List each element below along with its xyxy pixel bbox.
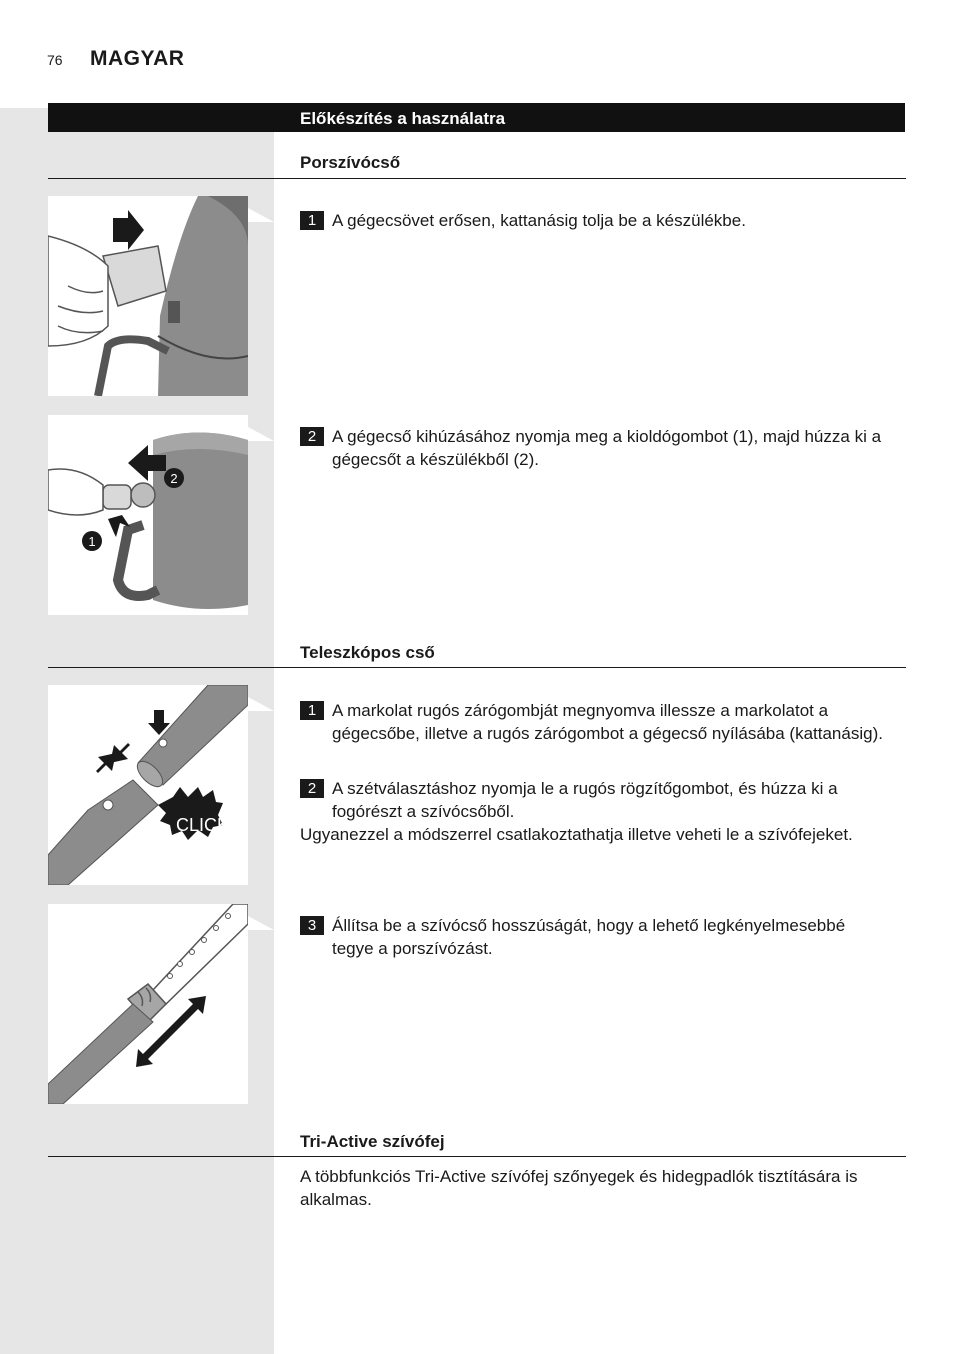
step-porszivocso-2 — [300, 425, 890, 471]
divider — [48, 178, 906, 179]
step-text: A gégecsövet erősen, kattanásig tolja be a készülékbe. — [332, 211, 746, 230]
step-text: Állítsa be a szívócső hosszúságát, hogy a lehető legkényelmesebbé tegye a porszívózást. — [332, 916, 846, 958]
step-number: 1 — [300, 211, 324, 230]
step-number: 1 — [300, 701, 324, 720]
illustration-hose-insert — [48, 196, 248, 396]
step-pointer — [248, 208, 274, 222]
step-pointer — [248, 427, 274, 441]
step-pointer — [248, 916, 274, 930]
language-heading: MAGYAR — [90, 47, 185, 70]
illustration-hose-release — [48, 415, 248, 615]
divider — [48, 1156, 906, 1157]
step-teleszkopos-2 — [300, 777, 890, 823]
step-number: 2 — [300, 427, 324, 446]
subheading-teleszkopos: Teleszkópos cső — [300, 643, 435, 662]
subheading-porszivocso: Porszívócső — [300, 153, 401, 172]
step-text: A markolat rugós zárógombját megnyomva illessze a markolatot a gégecsőbe, illetve a rugós zárógombot a gégecső nyílásába (kattanásig). — [332, 701, 883, 743]
note-text: Ugyanezzel a módszerrel csatlakoztathatja illetve veheti le a szívófejeket. — [300, 825, 853, 844]
click-label: CLICK — [176, 815, 230, 835]
subheading-triactive: Tri-Active szívófej — [300, 1132, 445, 1151]
step-teleszkopos-3 — [300, 914, 890, 960]
triactive-text: A többfunkciós Tri-Active szívófej szőnyegek és hidegpadlók tisztítására is alkalmas. — [300, 1167, 858, 1209]
section-title-bar — [48, 103, 905, 132]
step-text: A gégecső kihúzásához nyomja meg a kioldógombot (1), majd húzza ki a gégecsőt a készülékből (2). — [332, 427, 882, 469]
callout-1: 1 — [88, 534, 96, 549]
illustration-telescopic-length — [48, 904, 248, 1104]
step-porszivocso-1 — [300, 209, 890, 232]
step-number: 2 — [300, 779, 324, 798]
step-teleszkopos-1 — [300, 699, 890, 745]
step-number: 3 — [300, 916, 324, 935]
step-pointer — [248, 697, 274, 711]
illustration-handle-click — [48, 685, 248, 885]
section-title: Előkészítés a használatra — [300, 109, 506, 128]
page-number: 76 — [47, 52, 63, 68]
divider — [48, 667, 906, 668]
callout-2: 2 — [170, 471, 178, 486]
step-text: A szétválasztáshoz nyomja le a rugós rögzítőgombot, és húzza ki a fogórészt a szívócsőből. — [332, 779, 838, 821]
